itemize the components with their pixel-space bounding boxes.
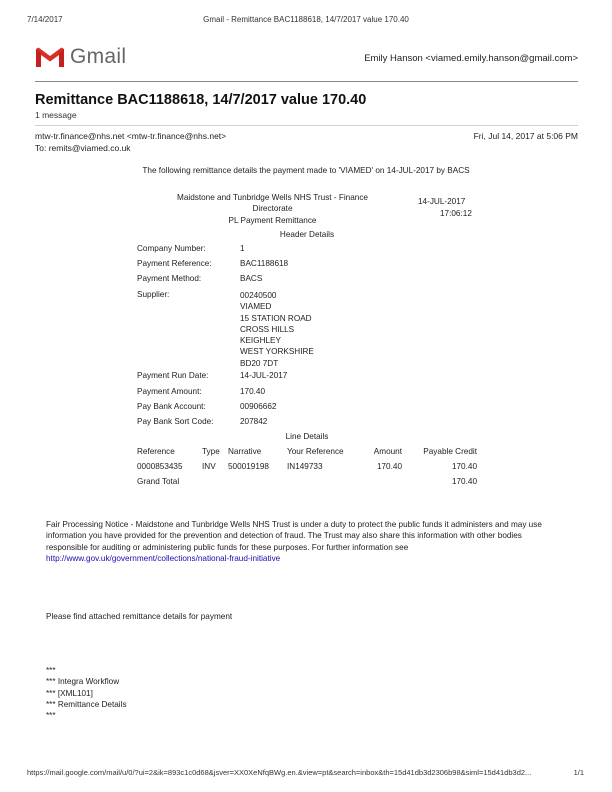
remittance-time: 17:06:12 bbox=[440, 209, 472, 218]
column-header: Reference bbox=[137, 447, 175, 456]
trust-heading bbox=[155, 192, 390, 226]
field-value: BAC1188618 bbox=[240, 259, 289, 268]
field-label: Payment Method: bbox=[137, 274, 202, 283]
column-header: Type bbox=[202, 447, 220, 456]
gmail-envelope-icon bbox=[35, 46, 65, 68]
header-divider bbox=[35, 81, 578, 82]
national-fraud-initiative-link[interactable]: http://www.gov.uk/government/collections/national-fraud-initiative bbox=[46, 554, 281, 564]
field-label: Pay Bank Sort Code: bbox=[137, 417, 214, 426]
workflow-line: *** Integra Workflow bbox=[46, 677, 120, 687]
grand-total-value: 170.40 bbox=[451, 477, 477, 486]
gmail-logo-text: Gmail bbox=[70, 45, 127, 68]
column-header: Payable Credit bbox=[423, 447, 477, 456]
workflow-block bbox=[46, 665, 127, 721]
field-value: 00906662 bbox=[240, 402, 277, 411]
field-value: BACS bbox=[240, 274, 263, 283]
workflow-line: *** [XML101] bbox=[46, 688, 93, 698]
gmail-logo[interactable] bbox=[35, 45, 126, 69]
field-value: 170.40 bbox=[240, 387, 266, 396]
trust-line: PL Payment Remittance bbox=[228, 215, 317, 225]
thread-divider bbox=[35, 125, 578, 126]
notice-text: Fair Processing Notice - Maidstone and Tunbridge Wells NHS Trust is under a duty to protect the public funds it administers and may use information you have provided for the prevention and detection of fraud. The Trust may also share this information with other bodies responsible for auditing or administering public funds for these purposes. For further information see bbox=[46, 520, 542, 552]
remittance-date: 14-JUL-2017 bbox=[418, 197, 466, 206]
supplier-line: WEST YORKSHIRE bbox=[240, 347, 314, 357]
table-cell: 170.40 bbox=[451, 462, 477, 471]
supplier-line: KEIGHLEY bbox=[240, 336, 281, 346]
column-header: Amount bbox=[373, 447, 402, 456]
supplier-line: 15 STATION ROAD bbox=[240, 313, 312, 323]
remittance-intro: The following remittance details the payment made to 'VIAMED' on 14-JUL-2017 by BACS bbox=[142, 166, 470, 175]
column-header: Narrative bbox=[228, 447, 262, 456]
supplier-line: 00240500 bbox=[240, 291, 277, 300]
email-recipient: To: remits@viamed.co.uk bbox=[35, 143, 131, 153]
email-sender: mtw-tr.finance@nhs.net <mtw-tr.finance@nhs.net> bbox=[35, 131, 227, 141]
grand-total-label: Grand Total bbox=[137, 477, 180, 486]
table-cell: IN149733 bbox=[287, 462, 323, 471]
header-details-title: Header Details bbox=[279, 230, 335, 239]
table-cell: 170.40 bbox=[376, 462, 402, 471]
field-label: Supplier: bbox=[137, 290, 170, 299]
field-label: Company Number: bbox=[137, 244, 206, 253]
field-label: Pay Bank Account: bbox=[137, 402, 206, 411]
field-label: Payment Reference: bbox=[137, 259, 212, 268]
table-cell: 0000853435 bbox=[137, 462, 183, 471]
table-cell: 500019198 bbox=[228, 462, 269, 471]
print-date: 7/14/2017 bbox=[27, 15, 63, 24]
print-title: Gmail - Remittance BAC1188618, 14/7/2017 value 170.40 bbox=[203, 15, 409, 24]
email-subject: Remittance BAC1188618, 14/7/2017 value 170.40 bbox=[35, 92, 367, 108]
email-date: Fri, Jul 14, 2017 at 5:06 PM bbox=[473, 131, 578, 141]
print-url: https://mail.google.com/mail/u/0/?ui=2&ik=893c1c0d68&jsver=XX0XeNfqBWg.en.&view=pt&search=inbox&th=15d41db3d2306b98&siml=15d41db3d2... bbox=[27, 768, 532, 777]
field-value: 207842 bbox=[240, 417, 268, 426]
line-details-title: Line Details bbox=[285, 432, 329, 441]
workflow-line: *** Remittance Details bbox=[46, 699, 127, 709]
trust-line: Directorate bbox=[252, 204, 293, 214]
field-value: 1 bbox=[240, 244, 245, 253]
supplier-line: CROSS HILLS bbox=[240, 324, 295, 334]
attached-note: Please find attached remittance details for payment bbox=[46, 612, 233, 621]
supplier-address bbox=[240, 290, 314, 369]
supplier-line: BD20 7DT bbox=[240, 358, 279, 368]
column-header: Your Reference bbox=[287, 447, 344, 456]
table-cell: INV bbox=[202, 462, 216, 471]
field-label: Payment Run Date: bbox=[137, 371, 209, 380]
message-count: 1 message bbox=[35, 110, 77, 120]
workflow-line: *** bbox=[46, 711, 56, 721]
supplier-line: VIAMED bbox=[240, 302, 272, 312]
print-page-number: 1/1 bbox=[573, 768, 584, 777]
account-user: Emily Hanson <viamed.emily.hanson@gmail.com> bbox=[364, 53, 578, 64]
workflow-line: *** bbox=[46, 666, 56, 675]
fair-processing-notice bbox=[46, 519, 566, 565]
trust-line: Maidstone and Tunbridge Wells NHS Trust - Finance bbox=[177, 193, 368, 202]
field-value: 14-JUL-2017 bbox=[240, 371, 288, 380]
field-label: Payment Amount: bbox=[137, 387, 202, 396]
